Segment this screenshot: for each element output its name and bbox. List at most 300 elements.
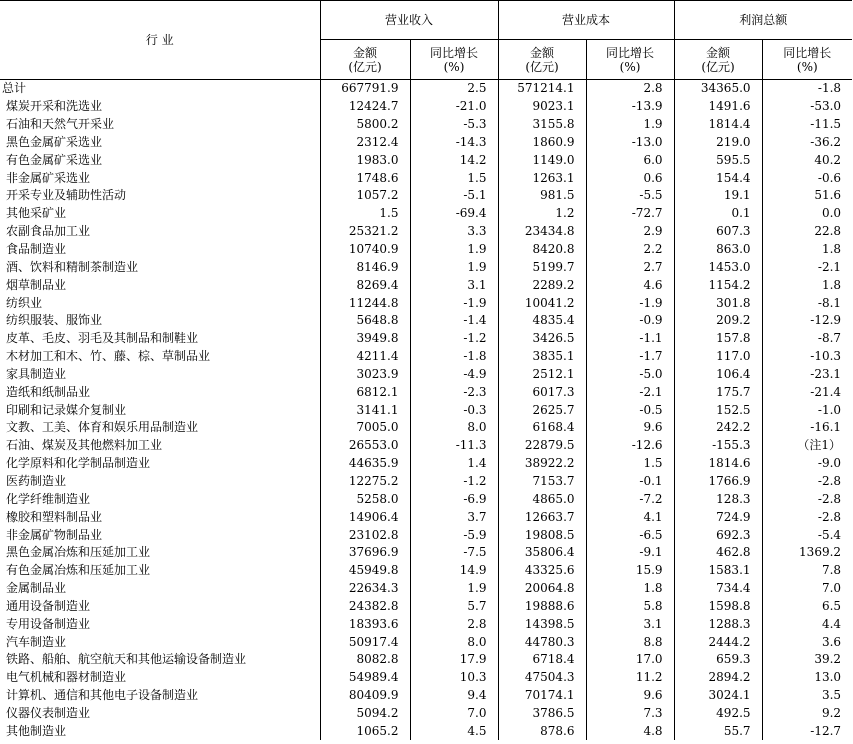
table-row — [0, 116, 852, 134]
table-row — [0, 580, 852, 598]
cost-growth-cell: -13.0 — [586, 134, 674, 152]
cost-growth-cell: 2.7 — [586, 258, 674, 276]
table-row — [0, 562, 852, 580]
revenue-amount-cell: 1748.6 — [320, 169, 410, 187]
table-row — [0, 205, 852, 223]
cost-amount-cell: 8420.8 — [498, 241, 586, 259]
industry-name: 皮革、毛皮、羽毛及其制品和制鞋业 — [6, 331, 199, 346]
cost-amount-cell: 47504.3 — [498, 669, 586, 687]
revenue-amount-header: 金额 (亿元) — [320, 40, 410, 80]
profit-amount-cell: 55.7 — [674, 722, 762, 740]
table-row — [0, 490, 852, 508]
revenue-growth-cell: 4.5 — [410, 722, 498, 740]
revenue-amount-cell: 1057.2 — [320, 187, 410, 205]
header-row-groups — [0, 1, 852, 40]
revenue-growth-cell: 7.0 — [410, 705, 498, 723]
revenue-growth-cell: 9.4 — [410, 687, 498, 705]
revenue-amount-cell: 11244.8 — [320, 294, 410, 312]
table-row — [0, 455, 852, 473]
revenue-amount-cell: 22634.3 — [320, 580, 410, 598]
industry-name: 纺织业 — [6, 295, 43, 310]
industry-name: 家具制造业 — [6, 366, 67, 381]
industry-name: 石油、煤炭及其他燃料加工业 — [6, 438, 163, 453]
industry-name: 其他采矿业 — [6, 206, 67, 221]
cost-amount-cell: 1860.9 — [498, 134, 586, 152]
profit-amount-cell: 1288.3 — [674, 615, 762, 633]
profit-growth-cell: -11.5 — [762, 116, 852, 134]
industry-name: 仪器仪表制造业 — [6, 705, 91, 720]
table-row — [0, 437, 852, 455]
revenue-amount-cell: 5800.2 — [320, 116, 410, 134]
industry-name: 黑色金属矿采选业 — [6, 134, 103, 149]
profit-amount-cell: 1583.1 — [674, 562, 762, 580]
revenue-amount-cell: 8146.9 — [320, 258, 410, 276]
industry-name: 通用设备制造业 — [6, 598, 91, 613]
cost-growth-cell: -0.1 — [586, 473, 674, 491]
revenue-amount-cell: 5094.2 — [320, 705, 410, 723]
revenue-amount-cell: 37696.9 — [320, 544, 410, 562]
profit-growth-cell: -16.1 — [762, 419, 852, 437]
profit-amount-cell: 301.8 — [674, 294, 762, 312]
revenue-growth-cell: -5.1 — [410, 187, 498, 205]
profit-growth-cell: 3.6 — [762, 633, 852, 651]
industry-name: 造纸和纸制品业 — [6, 384, 91, 399]
profit-growth-cell: -23.1 — [762, 366, 852, 384]
industry-name: 石油和天然气开采业 — [6, 117, 115, 132]
cost-growth-cell: 17.0 — [586, 651, 674, 669]
cost-amount-cell: 9023.1 — [498, 98, 586, 116]
cost-growth-cell: -0.9 — [586, 312, 674, 330]
cost-amount-cell: 3786.5 — [498, 705, 586, 723]
revenue-amount-cell: 667791.9 — [320, 80, 410, 98]
profit-amount-cell: 863.0 — [674, 241, 762, 259]
industry-name: 纺织服装、服饰业 — [6, 313, 103, 328]
table-row — [0, 722, 852, 740]
revenue-growth-cell: 1.4 — [410, 455, 498, 473]
revenue-growth-cell: 8.0 — [410, 633, 498, 651]
profit-growth-cell: -36.2 — [762, 134, 852, 152]
revenue-growth-cell: 2.5 — [410, 80, 498, 98]
profit-growth-cell: -2.8 — [762, 508, 852, 526]
cost-growth-cell: 6.0 — [586, 151, 674, 169]
profit-growth-cell: -1.8 — [762, 80, 852, 98]
revenue-amount-cell: 18393.6 — [320, 615, 410, 633]
revenue-growth-cell: 3.7 — [410, 508, 498, 526]
revenue-growth-cell: 3.3 — [410, 223, 498, 241]
cost-growth-cell: 7.3 — [586, 705, 674, 723]
revenue-growth-cell: -0.3 — [410, 401, 498, 419]
cost-amount-cell: 10041.2 — [498, 294, 586, 312]
cost-amount-cell: 14398.5 — [498, 615, 586, 633]
profit-growth-cell: -10.3 — [762, 348, 852, 366]
cost-amount-cell: 2289.2 — [498, 276, 586, 294]
profit-amount-cell: 106.4 — [674, 366, 762, 384]
industry-name: 食品制造业 — [6, 242, 67, 257]
cost-amount-cell: 571214.1 — [498, 80, 586, 98]
profit-growth-cell: 51.6 — [762, 187, 852, 205]
industry-name: 非金属矿采选业 — [6, 170, 91, 185]
industry-name: 总计 — [2, 81, 27, 96]
profit-amount-cell: 2444.2 — [674, 633, 762, 651]
profit-amount-cell: 1598.8 — [674, 597, 762, 615]
revenue-amount-cell: 5648.8 — [320, 312, 410, 330]
cost-header: 营业成本 — [498, 1, 674, 40]
revenue-growth-cell: 10.3 — [410, 669, 498, 687]
revenue-growth-cell: 1.5 — [410, 169, 498, 187]
table-row — [0, 419, 852, 437]
table-row — [0, 258, 852, 276]
profit-amount-cell: 19.1 — [674, 187, 762, 205]
profit-growth-cell: -8.7 — [762, 330, 852, 348]
profit-amount-cell: 734.4 — [674, 580, 762, 598]
profit-amount-cell: 692.3 — [674, 526, 762, 544]
profit-amount-cell: 34365.0 — [674, 80, 762, 98]
revenue-amount-cell: 8269.4 — [320, 276, 410, 294]
table-row — [0, 669, 852, 687]
revenue-header: 营业收入 — [320, 1, 498, 40]
cost-growth-cell: -5.5 — [586, 187, 674, 205]
cost-growth-cell: 1.5 — [586, 455, 674, 473]
profit-growth-cell: -0.6 — [762, 169, 852, 187]
profit-amount-cell: 492.5 — [674, 705, 762, 723]
industry-name: 木材加工和木、竹、藤、棕、草制品业 — [6, 349, 211, 364]
revenue-growth-cell: 14.2 — [410, 151, 498, 169]
cost-amount-cell: 43325.6 — [498, 562, 586, 580]
cost-amount-cell: 1.2 — [498, 205, 586, 223]
profit-amount-cell: 595.5 — [674, 151, 762, 169]
table-row — [0, 401, 852, 419]
cost-amount-cell: 35806.4 — [498, 544, 586, 562]
industry-name: 橡胶和塑料制品业 — [6, 509, 103, 524]
cost-growth-cell: 5.8 — [586, 597, 674, 615]
profit-amount-cell: 607.3 — [674, 223, 762, 241]
profit-amount-cell: 242.2 — [674, 419, 762, 437]
industry-name: 金属制品业 — [6, 581, 67, 596]
revenue-growth-cell: -1.2 — [410, 330, 498, 348]
revenue-amount-cell: 26553.0 — [320, 437, 410, 455]
cost-growth-cell: -12.6 — [586, 437, 674, 455]
profit-amount-cell: 152.5 — [674, 401, 762, 419]
profit-growth-cell: -9.0 — [762, 455, 852, 473]
revenue-growth-cell: -1.2 — [410, 473, 498, 491]
revenue-growth-cell: 1.9 — [410, 258, 498, 276]
revenue-amount-cell: 54989.4 — [320, 669, 410, 687]
industry-name: 汽车制造业 — [6, 634, 67, 649]
industry-name: 烟草制品业 — [6, 277, 67, 292]
profit-header: 利润总额 — [674, 1, 852, 40]
cost-amount-cell: 5199.7 — [498, 258, 586, 276]
revenue-growth-cell: -2.3 — [410, 383, 498, 401]
cost-amount-cell: 6168.4 — [498, 419, 586, 437]
cost-amount-cell: 19888.6 — [498, 597, 586, 615]
table-row — [0, 169, 852, 187]
profit-growth-cell: 4.4 — [762, 615, 852, 633]
cost-growth-cell: 1.9 — [586, 116, 674, 134]
cost-growth-cell: -5.0 — [586, 366, 674, 384]
profit-amount-cell: 0.1 — [674, 205, 762, 223]
industry-name: 医药制造业 — [6, 473, 67, 488]
profit-amount-cell: 209.2 — [674, 312, 762, 330]
table-row — [0, 383, 852, 401]
profit-amount-cell: 659.3 — [674, 651, 762, 669]
cost-growth-cell: 3.1 — [586, 615, 674, 633]
cost-growth-cell: -1.1 — [586, 330, 674, 348]
revenue-amount-cell: 80409.9 — [320, 687, 410, 705]
cost-growth-cell: -6.5 — [586, 526, 674, 544]
profit-growth-cell: 0.0 — [762, 205, 852, 223]
revenue-amount-cell: 23102.8 — [320, 526, 410, 544]
profit-amount-cell: 1491.6 — [674, 98, 762, 116]
cost-amount-cell: 878.6 — [498, 722, 586, 740]
profit-amount-cell: 724.9 — [674, 508, 762, 526]
revenue-growth-cell: 17.9 — [410, 651, 498, 669]
revenue-amount-cell: 12275.2 — [320, 473, 410, 491]
profit-amount-cell: 2894.2 — [674, 669, 762, 687]
cost-growth-cell: -1.9 — [586, 294, 674, 312]
cost-amount-cell: 981.5 — [498, 187, 586, 205]
revenue-amount-cell: 6812.1 — [320, 383, 410, 401]
industry-name: 铁路、船舶、航空航天和其他运输设备制造业 — [6, 652, 247, 667]
table-row — [0, 312, 852, 330]
cost-growth-cell: 2.9 — [586, 223, 674, 241]
table-row — [0, 276, 852, 294]
profit-amount-cell: 3024.1 — [674, 687, 762, 705]
table-row — [0, 597, 852, 615]
table-row — [0, 526, 852, 544]
profit-amount-cell: 1766.9 — [674, 473, 762, 491]
profit-growth-cell: （注1） — [762, 437, 852, 455]
revenue-growth-cell: -1.8 — [410, 348, 498, 366]
industry-name: 其他制造业 — [6, 723, 67, 738]
revenue-amount-cell: 12424.7 — [320, 98, 410, 116]
table-row — [0, 187, 852, 205]
profit-amount-cell: -155.3 — [674, 437, 762, 455]
cost-amount-cell: 3155.8 — [498, 116, 586, 134]
revenue-growth-cell: 2.8 — [410, 615, 498, 633]
cost-growth-cell: 9.6 — [586, 687, 674, 705]
profit-growth-cell: -1.0 — [762, 401, 852, 419]
industry-name: 文教、工美、体育和娱乐用品制造业 — [6, 420, 199, 435]
industry-name: 化学纤维制造业 — [6, 491, 91, 506]
profit-growth-cell: 40.2 — [762, 151, 852, 169]
cost-amount-cell: 44780.3 — [498, 633, 586, 651]
revenue-growth-header: 同比增长 (%) — [410, 40, 498, 80]
revenue-amount-cell: 8082.8 — [320, 651, 410, 669]
profit-growth-cell: 22.8 — [762, 223, 852, 241]
revenue-amount-cell: 3949.8 — [320, 330, 410, 348]
profit-growth-cell: -8.1 — [762, 294, 852, 312]
industry-name: 黑色金属冶炼和压延加工业 — [6, 545, 151, 560]
revenue-amount-cell: 50917.4 — [320, 633, 410, 651]
profit-growth-cell: -2.1 — [762, 258, 852, 276]
profit-growth-cell: -12.7 — [762, 722, 852, 740]
cost-growth-cell: 9.6 — [586, 419, 674, 437]
profit-growth-cell: 9.2 — [762, 705, 852, 723]
industry-name: 电气机械和器材制造业 — [6, 670, 127, 685]
cost-amount-cell: 38922.2 — [498, 455, 586, 473]
cost-growth-cell: 4.6 — [586, 276, 674, 294]
revenue-amount-cell: 1.5 — [320, 205, 410, 223]
cost-amount-cell: 19808.5 — [498, 526, 586, 544]
revenue-growth-cell: 1.9 — [410, 580, 498, 598]
profit-amount-header: 金额 (亿元) — [674, 40, 762, 80]
cost-amount-header: 金额 (亿元) — [498, 40, 586, 80]
industry-name: 计算机、通信和其他电子设备制造业 — [6, 688, 199, 703]
cost-growth-cell: -0.5 — [586, 401, 674, 419]
table-row — [0, 508, 852, 526]
revenue-growth-cell: 8.0 — [410, 419, 498, 437]
profit-growth-cell: 7.0 — [762, 580, 852, 598]
cost-growth-cell: 15.9 — [586, 562, 674, 580]
cost-growth-cell: -2.1 — [586, 383, 674, 401]
revenue-growth-cell: -4.9 — [410, 366, 498, 384]
industry-name: 有色金属矿采选业 — [6, 152, 103, 167]
cost-amount-cell: 70174.1 — [498, 687, 586, 705]
revenue-amount-cell: 1065.2 — [320, 722, 410, 740]
revenue-growth-cell: -14.3 — [410, 134, 498, 152]
revenue-growth-cell: -11.3 — [410, 437, 498, 455]
profit-growth-cell: -2.8 — [762, 490, 852, 508]
profit-growth-cell: 1.8 — [762, 276, 852, 294]
table-body — [0, 80, 852, 741]
profit-amount-cell: 128.3 — [674, 490, 762, 508]
table-row — [0, 98, 852, 116]
table-row — [0, 687, 852, 705]
cost-amount-cell: 3835.1 — [498, 348, 586, 366]
revenue-amount-cell: 3023.9 — [320, 366, 410, 384]
revenue-growth-cell: -1.9 — [410, 294, 498, 312]
industry-name: 农副食品加工业 — [6, 224, 91, 239]
profit-growth-cell: -21.4 — [762, 383, 852, 401]
revenue-amount-cell: 44635.9 — [320, 455, 410, 473]
table-row — [0, 348, 852, 366]
profit-growth-cell: -12.9 — [762, 312, 852, 330]
industry-name: 非金属矿物制品业 — [6, 527, 103, 542]
table-row — [0, 544, 852, 562]
industry-name: 印刷和记录媒介复制业 — [6, 402, 127, 417]
revenue-growth-cell: 3.1 — [410, 276, 498, 294]
cost-growth-cell: -9.1 — [586, 544, 674, 562]
profit-amount-cell: 219.0 — [674, 134, 762, 152]
cost-amount-cell: 4835.4 — [498, 312, 586, 330]
table-row — [0, 615, 852, 633]
cost-amount-cell: 6017.3 — [498, 383, 586, 401]
cost-amount-cell: 1263.1 — [498, 169, 586, 187]
profit-growth-cell: -53.0 — [762, 98, 852, 116]
profit-growth-cell: 1369.2 — [762, 544, 852, 562]
cost-amount-cell: 6718.4 — [498, 651, 586, 669]
revenue-amount-cell: 5258.0 — [320, 490, 410, 508]
table-row — [0, 705, 852, 723]
profit-growth-cell: 1.8 — [762, 241, 852, 259]
table-row — [0, 330, 852, 348]
cost-amount-cell: 7153.7 — [498, 473, 586, 491]
revenue-amount-cell: 14906.4 — [320, 508, 410, 526]
profit-amount-cell: 462.8 — [674, 544, 762, 562]
cost-growth-cell: 0.6 — [586, 169, 674, 187]
profit-growth-cell: 6.5 — [762, 597, 852, 615]
cost-growth-cell: 2.8 — [586, 80, 674, 98]
table-row — [0, 134, 852, 152]
revenue-amount-cell: 25321.2 — [320, 223, 410, 241]
table-row — [0, 241, 852, 259]
revenue-amount-cell: 10740.9 — [320, 241, 410, 259]
profit-growth-cell: 7.8 — [762, 562, 852, 580]
cost-amount-cell: 2512.1 — [498, 366, 586, 384]
profit-amount-cell: 175.7 — [674, 383, 762, 401]
revenue-growth-cell: 5.7 — [410, 597, 498, 615]
cost-growth-cell: 1.8 — [586, 580, 674, 598]
table-row — [0, 151, 852, 169]
profit-amount-cell: 1453.0 — [674, 258, 762, 276]
profit-amount-cell: 157.8 — [674, 330, 762, 348]
cost-growth-cell: -7.2 — [586, 490, 674, 508]
profit-growth-cell: 13.0 — [762, 669, 852, 687]
revenue-growth-cell: 14.9 — [410, 562, 498, 580]
revenue-growth-cell: -1.4 — [410, 312, 498, 330]
revenue-growth-cell: -5.9 — [410, 526, 498, 544]
revenue-growth-cell: -6.9 — [410, 490, 498, 508]
revenue-amount-cell: 24382.8 — [320, 597, 410, 615]
cost-growth-cell: 4.8 — [586, 722, 674, 740]
cost-growth-cell: -13.9 — [586, 98, 674, 116]
industry-header: 行 业 — [145, 33, 174, 47]
revenue-growth-cell: 1.9 — [410, 241, 498, 259]
table-row — [0, 80, 852, 98]
revenue-amount-cell: 7005.0 — [320, 419, 410, 437]
cost-amount-cell: 23434.8 — [498, 223, 586, 241]
profit-amount-cell: 1814.6 — [674, 455, 762, 473]
profit-growth-header: 同比增长 (%) — [762, 40, 852, 80]
table-row — [0, 473, 852, 491]
revenue-growth-cell: -5.3 — [410, 116, 498, 134]
cost-growth-cell: 2.2 — [586, 241, 674, 259]
industry-name: 煤炭开采和洗选业 — [6, 99, 103, 114]
revenue-amount-cell: 2312.4 — [320, 134, 410, 152]
industry-name: 酒、饮料和精制茶制造业 — [6, 259, 139, 274]
cost-growth-cell: 11.2 — [586, 669, 674, 687]
cost-growth-header: 同比增长 (%) — [586, 40, 674, 80]
profit-growth-cell: 39.2 — [762, 651, 852, 669]
industry-name: 有色金属冶炼和压延加工业 — [6, 563, 151, 578]
cost-amount-cell: 1149.0 — [498, 151, 586, 169]
cost-amount-cell: 4865.0 — [498, 490, 586, 508]
table-row — [0, 294, 852, 312]
revenue-amount-cell: 45949.8 — [320, 562, 410, 580]
profit-amount-cell: 117.0 — [674, 348, 762, 366]
profit-growth-cell: -2.8 — [762, 473, 852, 491]
cost-amount-cell: 3426.5 — [498, 330, 586, 348]
profit-growth-cell: -5.4 — [762, 526, 852, 544]
profit-growth-cell: 3.5 — [762, 687, 852, 705]
table-row — [0, 633, 852, 651]
revenue-amount-cell: 4211.4 — [320, 348, 410, 366]
cost-amount-cell: 2625.7 — [498, 401, 586, 419]
profit-amount-cell: 154.4 — [674, 169, 762, 187]
profit-amount-cell: 1154.2 — [674, 276, 762, 294]
profit-amount-cell: 1814.4 — [674, 116, 762, 134]
cost-growth-cell: -1.7 — [586, 348, 674, 366]
cost-amount-cell: 20064.8 — [498, 580, 586, 598]
industry-name: 专用设备制造业 — [6, 616, 91, 631]
cost-growth-cell: -72.7 — [586, 205, 674, 223]
industry-name: 化学原料和化学制品制造业 — [6, 456, 151, 471]
table-row — [0, 223, 852, 241]
revenue-growth-cell: -7.5 — [410, 544, 498, 562]
table-row — [0, 366, 852, 384]
revenue-growth-cell: -21.0 — [410, 98, 498, 116]
revenue-growth-cell: -69.4 — [410, 205, 498, 223]
